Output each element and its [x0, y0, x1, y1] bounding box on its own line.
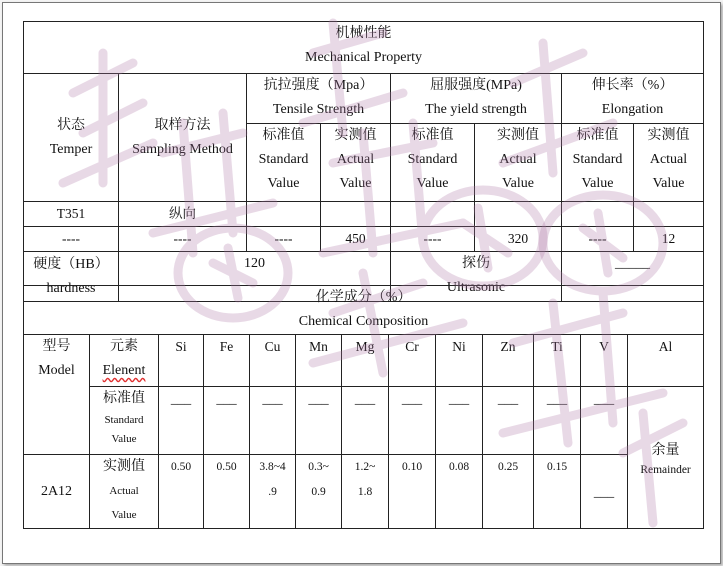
value-cell: ---- — [247, 227, 321, 252]
std-value: ___ — [389, 387, 436, 455]
yield-header — [391, 74, 562, 124]
act-zh: 实测值 — [497, 128, 539, 143]
std-en1: Standard — [258, 152, 309, 167]
element-ti: Ti — [534, 335, 581, 387]
value-cell: ---- — [391, 227, 475, 252]
actual-value-mn — [296, 455, 342, 529]
hardness-en: hardness — [46, 280, 96, 296]
yield-zh: 屈服强度(MPa) — [430, 78, 522, 93]
actual-value-ni — [436, 455, 483, 529]
yield-standard-header — [391, 124, 475, 202]
standard-row-label — [90, 387, 159, 455]
model-value: 2A12 — [24, 455, 90, 529]
line2: 1.8 — [357, 486, 373, 498]
std-en2: Value — [111, 433, 137, 445]
tensile-actual-value: 450 — [321, 227, 391, 252]
empty-cell — [391, 202, 475, 227]
act-zh: 实测值 — [103, 459, 145, 474]
chemical-title-cell — [24, 286, 704, 335]
act-en2: Value — [502, 176, 534, 191]
std-zh: 标准值 — [103, 391, 145, 406]
act-en2: Value — [652, 176, 685, 191]
actual-value-mg — [342, 455, 389, 529]
line1: ___ — [593, 483, 615, 499]
line1: 1.2~ — [354, 461, 376, 473]
elongation-en: Elongation — [601, 102, 664, 117]
line1: 0.50 — [170, 461, 192, 473]
line1: 3.8~4 — [259, 461, 286, 473]
std-en1: Standard — [407, 152, 458, 167]
temper-value: T351 — [24, 202, 119, 227]
line1: 0.10 — [401, 461, 423, 473]
act-en1: Actual — [109, 485, 139, 497]
std-value: ___ — [250, 387, 296, 455]
std-en1: Standard — [104, 414, 144, 426]
ultrasonic-value: _____ — [562, 252, 704, 302]
tensile-zh: 抗拉强度（Mpa） — [263, 78, 374, 93]
actual-value-cu — [250, 455, 296, 529]
element-en: Elenent — [102, 363, 146, 378]
actual-value-zn — [483, 455, 534, 529]
temper-header — [24, 74, 119, 202]
yield-actual-header — [475, 124, 562, 202]
act-en1: Actual — [336, 152, 375, 167]
line1: 0.25 — [497, 461, 519, 473]
yield-en: The yield strength — [425, 102, 527, 117]
elongation-zh: 伸长率（%） — [591, 78, 674, 93]
line1: 0.3~ — [308, 461, 329, 473]
model-en: Model — [38, 363, 75, 378]
element-zh: 元素 — [110, 339, 138, 354]
actual-value-v — [581, 455, 628, 529]
sampling-header — [119, 74, 247, 202]
element-fe: Fe — [204, 335, 250, 387]
std-value: ___ — [342, 387, 389, 455]
tensile-header — [247, 74, 391, 124]
std-zh: 标准值 — [576, 128, 619, 143]
mechanical-title-zh: 机械性能 — [335, 26, 392, 41]
mechanical-title-en: Mechanical Property — [305, 50, 423, 65]
tensile-actual-header — [321, 124, 391, 202]
ultrasonic-en: Ultrasonic — [446, 280, 506, 295]
element-v: V — [581, 335, 628, 387]
actual-value-fe — [204, 455, 250, 529]
sampling-en: Sampling Method — [132, 141, 233, 157]
act-en1: Actual — [499, 152, 537, 167]
empty-cell — [247, 202, 321, 227]
std-value: ___ — [581, 387, 628, 455]
element-mg: Mg — [342, 335, 389, 387]
mechanical-title-cell — [24, 22, 704, 74]
mechanical-property-table — [23, 21, 704, 302]
act-zh: 实测值 — [647, 128, 690, 143]
std-value: ___ — [159, 387, 204, 455]
elongation-actual-value: 12 — [634, 227, 704, 252]
std-value: ___ — [483, 387, 534, 455]
al-remainder-cell — [628, 387, 704, 529]
document-frame — [2, 2, 721, 564]
line2: 0.9 — [311, 486, 326, 498]
chemical-title-en: Chemical Composition — [298, 314, 429, 329]
std-en2: Value — [267, 176, 300, 191]
line2: .9 — [268, 486, 277, 498]
element-ni: Ni — [436, 335, 483, 387]
al-zh: 余量 — [651, 442, 680, 458]
std-en2: Value — [416, 176, 449, 191]
yield-actual-value: 320 — [475, 227, 562, 252]
model-header — [24, 335, 90, 455]
element-al: Al — [628, 335, 704, 387]
elongation-standard-header — [562, 124, 634, 202]
line1: 0.50 — [216, 461, 237, 473]
act-en2: Value — [339, 176, 372, 191]
value-cell: ---- — [24, 227, 119, 252]
actual-value-cr — [389, 455, 436, 529]
empty-cell — [634, 202, 704, 227]
element-cu: Cu — [250, 335, 296, 387]
element-cr: Cr — [389, 335, 436, 387]
ultrasonic-zh: 探伤 — [462, 256, 490, 271]
elongation-header — [562, 74, 704, 124]
element-si: Si — [159, 335, 204, 387]
tensile-standard-header — [247, 124, 321, 202]
std-value: ___ — [436, 387, 483, 455]
actual-value-ti — [534, 455, 581, 529]
std-zh: 标准值 — [411, 128, 454, 143]
actual-row-label — [90, 455, 159, 529]
std-en2: Value — [581, 176, 614, 191]
empty-cell — [562, 202, 634, 227]
hardness-zh: 硬度（HB） — [33, 256, 109, 272]
value-cell: ---- — [562, 227, 634, 252]
sampling-zh: 取样方法 — [154, 117, 211, 133]
std-en1: Standard — [572, 152, 623, 167]
temper-zh: 状态 — [57, 117, 85, 133]
al-en: Remainder — [640, 463, 691, 476]
tensile-en: Tensile Strength — [272, 102, 365, 117]
line1: 0.08 — [448, 461, 470, 473]
chemical-title-zh: 化学成分（%） — [315, 290, 412, 305]
temper-en: Temper — [49, 141, 93, 157]
hardness-value: 120 — [119, 252, 391, 302]
value-cell: ---- — [119, 227, 247, 252]
std-value: ___ — [296, 387, 342, 455]
model-zh: 型号 — [42, 339, 71, 354]
act-zh: 实测值 — [334, 128, 377, 143]
std-value: ___ — [204, 387, 250, 455]
element-zn: Zn — [483, 335, 534, 387]
empty-cell — [475, 202, 562, 227]
std-zh: 标准值 — [262, 128, 305, 143]
element-mn: Mn — [296, 335, 342, 387]
chemical-composition-table — [23, 285, 704, 529]
actual-value-si — [159, 455, 204, 529]
elongation-actual-header — [634, 124, 704, 202]
empty-cell — [321, 202, 391, 227]
line1: 0.15 — [546, 461, 568, 473]
element-header — [90, 335, 159, 387]
sampling-value: 纵向 — [119, 202, 247, 227]
act-en1: Actual — [649, 152, 688, 167]
std-value: ___ — [534, 387, 581, 455]
act-en2: Value — [111, 509, 137, 521]
